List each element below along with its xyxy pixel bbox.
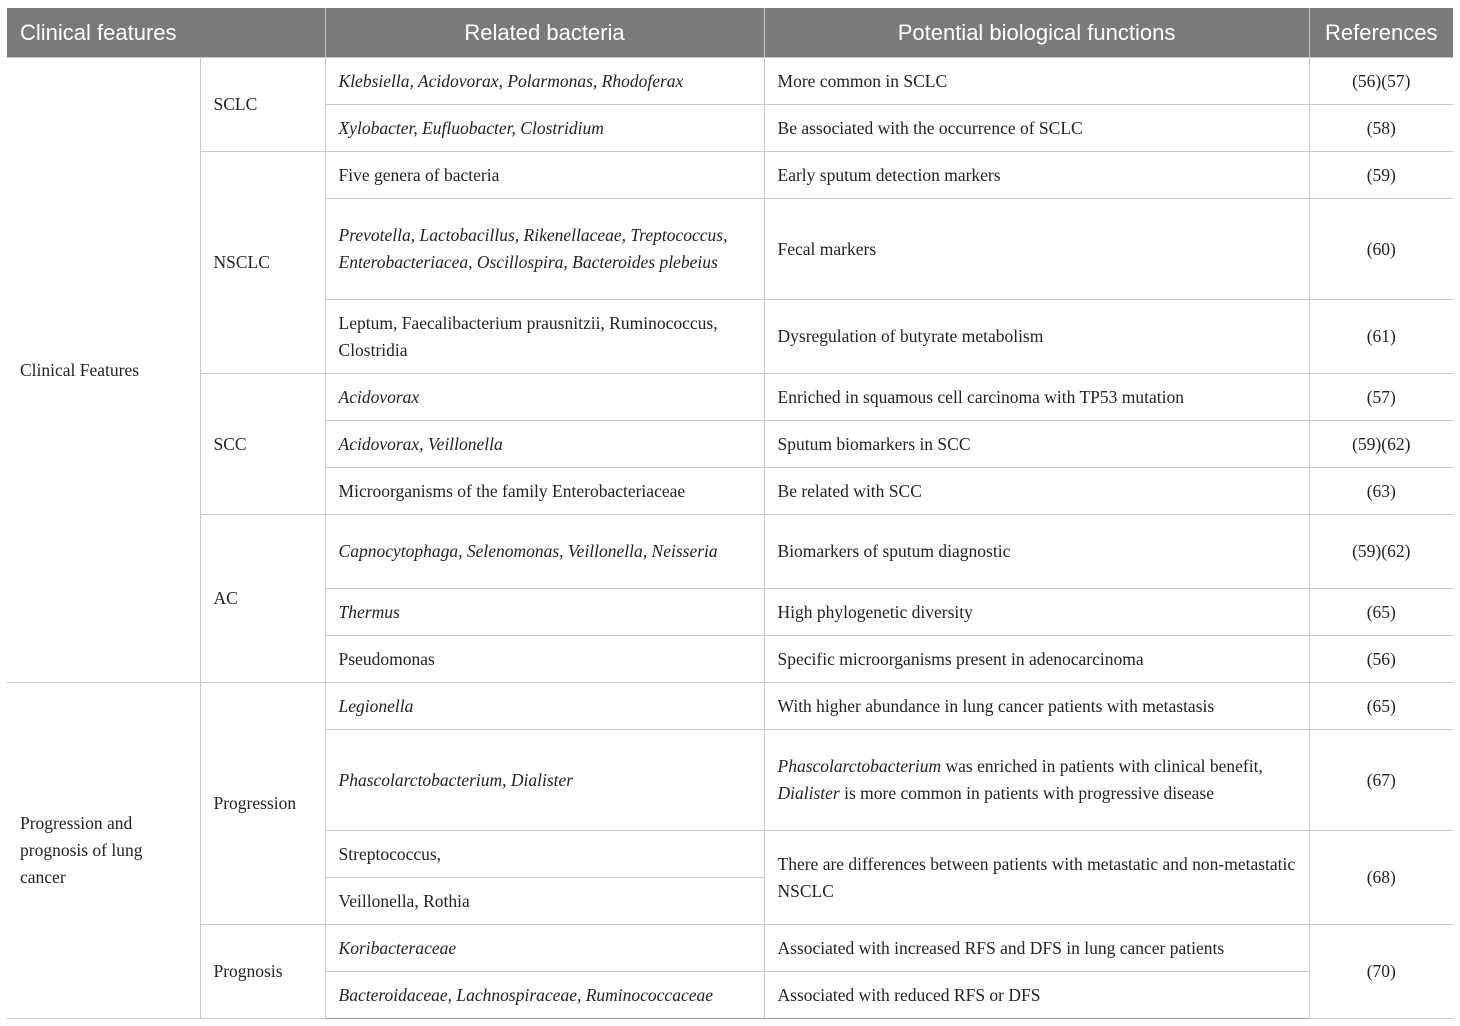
- bacteria-cell: Capnocytophaga, Selenomonas, Veillonella, Neisseria: [325, 515, 764, 589]
- bacteria-cell: Acidovorax: [325, 374, 764, 421]
- function-cell: With higher abundance in lung cancer patients with metastasis: [764, 683, 1309, 730]
- function-cell: Fecal markers: [764, 199, 1309, 300]
- function-genus-italic: Dialister: [777, 783, 840, 803]
- subgroup-prognosis: Prognosis: [200, 925, 325, 1019]
- header-references: References: [1309, 8, 1453, 58]
- table-row: [7, 925, 1453, 972]
- bacteria-table: [7, 8, 1453, 1019]
- subgroup-progression: Progression: [200, 683, 325, 925]
- function-cell: More common in SCLC: [764, 58, 1309, 105]
- reference-cell: (65): [1309, 683, 1453, 730]
- bacteria-cell: Legionella: [325, 683, 764, 730]
- function-text: is more common in patients with progressive disease: [839, 783, 1214, 803]
- reference-cell: (59)(62): [1309, 421, 1453, 468]
- header-related-bacteria: Related bacteria: [325, 8, 764, 58]
- table-row: [7, 374, 1453, 421]
- reference-cell: (58): [1309, 105, 1453, 152]
- header-row: [7, 8, 1453, 58]
- subgroup-scc: SCC: [200, 374, 325, 515]
- bacteria-cell: Koribacteraceae: [325, 925, 764, 972]
- reference-cell: (61): [1309, 300, 1453, 374]
- function-cell: Early sputum detection markers: [764, 152, 1309, 199]
- bacteria-cell: Pseudomonas: [325, 636, 764, 683]
- header-clinical-features: Clinical features: [7, 8, 325, 58]
- bacteria-cell: Prevotella, Lactobacillus, Rikenellaceae, Treptococcus, Enterobacteriacea, Oscillospira, Bacteroides plebeius: [325, 199, 764, 300]
- subgroup-nsclc: NSCLC: [200, 152, 325, 374]
- bacteria-cell: Acidovorax, Veillonella: [325, 421, 764, 468]
- group-clinical-features: Clinical Features: [7, 58, 200, 683]
- bacteria-cell: Bacteroidaceae, Lachnospiraceae, Ruminococcaceae: [325, 972, 764, 1019]
- function-cell: There are differences between patients with metastatic and non-metastatic NSCLC: [764, 831, 1309, 925]
- function-cell: Be associated with the occurrence of SCLC: [764, 105, 1309, 152]
- group-progression-prognosis: Progression and prognosis of lung cancer: [7, 683, 200, 1019]
- bacteria-cell: Klebsiella, Acidovorax, Polarmonas, Rhodoferax: [325, 58, 764, 105]
- function-cell: [764, 730, 1309, 831]
- function-cell: Specific microorganisms present in adenocarcinoma: [764, 636, 1309, 683]
- reference-cell: (57): [1309, 374, 1453, 421]
- function-cell: Dysregulation of butyrate metabolism: [764, 300, 1309, 374]
- reference-cell: (59): [1309, 152, 1453, 199]
- reference-cell: (70): [1309, 925, 1453, 1019]
- reference-cell: (63): [1309, 468, 1453, 515]
- function-cell: Sputum biomarkers in SCC: [764, 421, 1309, 468]
- reference-cell: (67): [1309, 730, 1453, 831]
- table-row: [7, 152, 1453, 199]
- bacteria-cell: Xylobacter, Eufluobacter, Clostridium: [325, 105, 764, 152]
- function-cell: Be related with SCC: [764, 468, 1309, 515]
- table-row: [7, 683, 1453, 730]
- table-row: [7, 515, 1453, 589]
- table-row: [7, 58, 1453, 105]
- function-cell: Associated with increased RFS and DFS in lung cancer patients: [764, 925, 1309, 972]
- function-cell: Associated with reduced RFS or DFS: [764, 972, 1309, 1019]
- header-potential-functions: Potential biological functions: [764, 8, 1309, 58]
- bacteria-cell: Veillonella, Rothia: [325, 878, 764, 925]
- reference-cell: (56): [1309, 636, 1453, 683]
- bacteria-cell: Five genera of bacteria: [325, 152, 764, 199]
- bacteria-cell: Leptum, Faecalibacterium prausnitzii, Ruminococcus, Clostridia: [325, 300, 764, 374]
- function-text: was enriched in patients with clinical benefit,: [941, 756, 1263, 776]
- function-cell: High phylogenetic diversity: [764, 589, 1309, 636]
- function-cell: Biomarkers of sputum diagnostic: [764, 515, 1309, 589]
- reference-cell: (56)(57): [1309, 58, 1453, 105]
- bacteria-cell: Microorganisms of the family Enterobacteriaceae: [325, 468, 764, 515]
- bacteria-cell: Thermus: [325, 589, 764, 636]
- function-genus-italic: Phascolarctobacterium: [777, 756, 942, 776]
- subgroup-ac: AC: [200, 515, 325, 683]
- bacteria-cell: Phascolarctobacterium, Dialister: [325, 730, 764, 831]
- function-cell: Enriched in squamous cell carcinoma with TP53 mutation: [764, 374, 1309, 421]
- reference-cell: (68): [1309, 831, 1453, 925]
- reference-cell: (65): [1309, 589, 1453, 636]
- subgroup-sclc: SCLC: [200, 58, 325, 152]
- reference-cell: (60): [1309, 199, 1453, 300]
- bacteria-cell: Streptococcus,: [325, 831, 764, 878]
- reference-cell: (59)(62): [1309, 515, 1453, 589]
